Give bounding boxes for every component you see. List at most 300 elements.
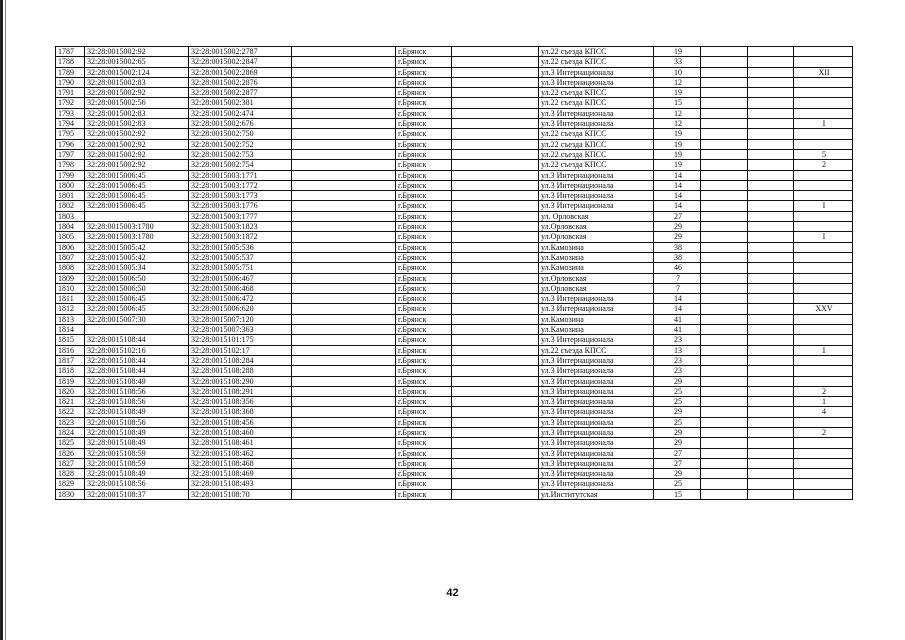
cell-object-cadastral-number: 32:28:0015108:291	[189, 386, 292, 396]
cell-street: ул.3 Интернационала	[539, 304, 654, 314]
cell-land-cadastral-number: 32:28:0015108:44	[85, 366, 189, 376]
cell-row-number: 1830	[56, 489, 85, 499]
cell-blank-col-6	[452, 314, 539, 324]
cell-land-cadastral-number: 32:28:0015108:56	[85, 417, 189, 427]
cell-street: ул.Орловская	[539, 232, 654, 242]
cell-street: ул.3 Интернационала	[539, 386, 654, 396]
cell-blank-col-9	[701, 294, 748, 304]
cell-blank-col-9	[701, 386, 748, 396]
cell-city: г.Брянск	[396, 325, 452, 335]
cell-land-cadastral-number: 32:28:0015003:1780	[85, 222, 189, 232]
table-row	[56, 263, 853, 273]
cell-premises-number	[794, 366, 853, 376]
cell-city: г.Брянск	[396, 458, 452, 468]
cell-city: г.Брянск	[396, 397, 452, 407]
cell-street: ул.22 съезда КПСС	[539, 88, 654, 98]
cell-row-number: 1826	[56, 448, 85, 458]
cell-row-number: 1817	[56, 355, 85, 365]
cell-city: г.Брянск	[396, 108, 452, 118]
cell-land-cadastral-number: 32:28:0015005:34	[85, 263, 189, 273]
cell-blank-col-9	[701, 438, 748, 448]
cell-city: г.Брянск	[396, 180, 452, 190]
cell-blank-col-6	[452, 47, 539, 57]
cell-object-cadastral-number: 32:28:0015003:1772	[189, 180, 292, 190]
cell-blank-col-4	[292, 139, 396, 149]
cell-blank-col-9	[701, 139, 748, 149]
cell-house-number: 23	[654, 335, 701, 345]
cell-house-number: 27	[654, 211, 701, 221]
cell-blank-col-4	[292, 67, 396, 77]
cell-land-cadastral-number	[85, 325, 189, 335]
cell-blank-col-6	[452, 252, 539, 262]
cell-blank-col-10	[748, 283, 794, 293]
cell-land-cadastral-number: 32:28:0015108:59	[85, 448, 189, 458]
cell-house-number: 29	[654, 376, 701, 386]
cell-city: г.Брянск	[396, 57, 452, 67]
cell-blank-col-4	[292, 417, 396, 427]
cell-blank-col-9	[701, 252, 748, 262]
cell-city: г.Брянск	[396, 355, 452, 365]
cell-blank-col-10	[748, 242, 794, 252]
cell-blank-col-9	[701, 366, 748, 376]
cell-city: г.Брянск	[396, 479, 452, 489]
table-row	[56, 77, 853, 87]
cell-blank-col-4	[292, 191, 396, 201]
cell-blank-col-4	[292, 345, 396, 355]
cell-city: г.Брянск	[396, 160, 452, 170]
cell-row-number: 1808	[56, 263, 85, 273]
cell-house-number: 15	[654, 98, 701, 108]
cell-blank-col-6	[452, 77, 539, 87]
cell-blank-col-6	[452, 283, 539, 293]
cell-premises-number	[794, 108, 853, 118]
cell-premises-number	[794, 211, 853, 221]
cell-blank-col-4	[292, 314, 396, 324]
cell-blank-col-9	[701, 108, 748, 118]
cell-object-cadastral-number: 32:28:0015101:175	[189, 335, 292, 345]
cell-blank-col-4	[292, 458, 396, 468]
cell-blank-col-10	[748, 67, 794, 77]
cell-city: г.Брянск	[396, 304, 452, 314]
cell-blank-col-10	[748, 438, 794, 448]
cell-object-cadastral-number: 32:28:0015005:537	[189, 252, 292, 262]
page-left-edge-line	[5, 0, 6, 640]
cell-premises-number	[794, 448, 853, 458]
cell-object-cadastral-number: 32:28:0015108:70	[189, 489, 292, 499]
cell-object-cadastral-number: 32:28:0015108:461	[189, 438, 292, 448]
table-row	[56, 57, 853, 67]
cell-blank-col-10	[748, 304, 794, 314]
cell-house-number: 27	[654, 458, 701, 468]
cell-house-number: 29	[654, 438, 701, 448]
cell-blank-col-9	[701, 67, 748, 77]
cell-premises-number	[794, 376, 853, 386]
table-row	[56, 479, 853, 489]
cell-row-number: 1818	[56, 366, 85, 376]
cell-blank-col-10	[748, 222, 794, 232]
cell-premises-number: XXV	[794, 304, 853, 314]
cell-street: ул.3 Интернационала	[539, 201, 654, 211]
cell-blank-col-10	[748, 355, 794, 365]
cell-land-cadastral-number: 32:28:0015108:56	[85, 386, 189, 396]
table-row	[56, 366, 853, 376]
table-row	[56, 469, 853, 479]
cell-row-number: 1790	[56, 77, 85, 87]
cell-blank-col-10	[748, 273, 794, 283]
cell-premises-number	[794, 469, 853, 479]
cell-premises-number: 4	[794, 407, 853, 417]
cell-premises-number	[794, 283, 853, 293]
cell-street: ул.22 съезда КПСС	[539, 98, 654, 108]
cell-object-cadastral-number: 32:28:0015003:1872	[189, 232, 292, 242]
cell-row-number: 1807	[56, 252, 85, 262]
cell-row-number: 1805	[56, 232, 85, 242]
cell-blank-col-4	[292, 355, 396, 365]
cell-city: г.Брянск	[396, 98, 452, 108]
cell-premises-number	[794, 77, 853, 87]
cell-blank-col-10	[748, 407, 794, 417]
cell-blank-col-6	[452, 149, 539, 159]
cell-premises-number: I	[794, 345, 853, 355]
cell-blank-col-9	[701, 469, 748, 479]
cell-blank-col-10	[748, 469, 794, 479]
cell-street: ул.3 Интернационала	[539, 108, 654, 118]
cell-house-number: 38	[654, 242, 701, 252]
cell-land-cadastral-number: 32:28:0015108:56	[85, 479, 189, 489]
cell-blank-col-4	[292, 283, 396, 293]
cell-house-number: 7	[654, 283, 701, 293]
cell-city: г.Брянск	[396, 252, 452, 262]
table-row	[56, 438, 853, 448]
cell-blank-col-9	[701, 355, 748, 365]
cell-blank-col-4	[292, 376, 396, 386]
cell-city: г.Брянск	[396, 294, 452, 304]
cell-blank-col-9	[701, 345, 748, 355]
cell-house-number: 29	[654, 232, 701, 242]
cell-blank-col-4	[292, 88, 396, 98]
table-row	[56, 427, 853, 437]
cell-blank-col-9	[701, 458, 748, 468]
cell-row-number: 1814	[56, 325, 85, 335]
cell-blank-col-10	[748, 489, 794, 499]
cell-blank-col-6	[452, 438, 539, 448]
cell-blank-col-6	[452, 448, 539, 458]
cell-blank-col-9	[701, 489, 748, 499]
cell-row-number: 1819	[56, 376, 85, 386]
cell-object-cadastral-number: 32:28:0015003:1771	[189, 170, 292, 180]
cell-house-number: 46	[654, 263, 701, 273]
cell-blank-col-10	[748, 314, 794, 324]
cell-object-cadastral-number: 32:28:0015002:2847	[189, 57, 292, 67]
cell-object-cadastral-number: 32:28:0015108:368	[189, 407, 292, 417]
cell-street: ул.3 Интернационала	[539, 119, 654, 129]
cell-row-number: 1806	[56, 242, 85, 252]
cell-blank-col-10	[748, 191, 794, 201]
table-row	[56, 294, 853, 304]
table-row	[56, 489, 853, 499]
cell-street: ул.22 съезда КПСС	[539, 345, 654, 355]
cell-street: ул.Камозина	[539, 314, 654, 324]
cell-blank-col-9	[701, 119, 748, 129]
cell-street: ул.3 Интернационала	[539, 469, 654, 479]
cell-blank-col-9	[701, 129, 748, 139]
cell-street: ул.3 Интернационала	[539, 407, 654, 417]
cell-premises-number	[794, 417, 853, 427]
cell-blank-col-4	[292, 98, 396, 108]
table-row	[56, 458, 853, 468]
cell-premises-number	[794, 180, 853, 190]
table-row	[56, 119, 853, 129]
cell-city: г.Брянск	[396, 47, 452, 57]
table-row	[56, 149, 853, 159]
cell-blank-col-6	[452, 294, 539, 304]
cell-blank-col-6	[452, 139, 539, 149]
cell-blank-col-9	[701, 201, 748, 211]
table-row	[56, 67, 853, 77]
cell-land-cadastral-number: 32:28:0015006:50	[85, 283, 189, 293]
cell-blank-col-10	[748, 77, 794, 87]
cell-land-cadastral-number: 32:28:0015108:44	[85, 355, 189, 365]
cell-blank-col-10	[748, 149, 794, 159]
cell-premises-number	[794, 252, 853, 262]
cell-house-number: 23	[654, 355, 701, 365]
cell-land-cadastral-number: 32:28:0015002:83	[85, 119, 189, 129]
table-row	[56, 201, 853, 211]
cell-blank-col-9	[701, 304, 748, 314]
table-row	[56, 397, 853, 407]
cell-street: ул.3 Интернационала	[539, 77, 654, 87]
cell-premises-number	[794, 314, 853, 324]
cell-blank-col-10	[748, 366, 794, 376]
cell-row-number: 1821	[56, 397, 85, 407]
cell-land-cadastral-number: 32:28:0015006:45	[85, 180, 189, 190]
cell-blank-col-10	[748, 427, 794, 437]
cell-row-number: 1815	[56, 335, 85, 345]
cell-city: г.Брянск	[396, 211, 452, 221]
table-row	[56, 407, 853, 417]
cell-blank-col-9	[701, 222, 748, 232]
table-row	[56, 304, 853, 314]
cell-land-cadastral-number: 32:28:0015002:92	[85, 129, 189, 139]
cell-street: ул.3 Интернационала	[539, 294, 654, 304]
cell-land-cadastral-number: 32:28:0015108:44	[85, 335, 189, 345]
cell-blank-col-6	[452, 489, 539, 499]
cell-house-number: 15	[654, 489, 701, 499]
cell-row-number: 1798	[56, 160, 85, 170]
cell-street: ул.3 Интернационала	[539, 438, 654, 448]
cell-blank-col-6	[452, 191, 539, 201]
table-row	[56, 160, 853, 170]
cell-blank-col-10	[748, 170, 794, 180]
cell-street: ул.3 Интернационала	[539, 397, 654, 407]
cell-blank-col-9	[701, 211, 748, 221]
cell-row-number: 1809	[56, 273, 85, 283]
cell-house-number: 41	[654, 325, 701, 335]
cell-premises-number: 1	[794, 397, 853, 407]
table-row	[56, 139, 853, 149]
cell-land-cadastral-number: 32:28:0015005:42	[85, 242, 189, 252]
table-row	[56, 180, 853, 190]
cell-row-number: 1792	[56, 98, 85, 108]
cell-house-number: 41	[654, 314, 701, 324]
page-number: 42	[446, 587, 459, 599]
cell-city: г.Брянск	[396, 273, 452, 283]
cell-object-cadastral-number: 32:28:0015002:752	[189, 139, 292, 149]
cell-blank-col-6	[452, 335, 539, 345]
cell-blank-col-6	[452, 98, 539, 108]
cell-house-number: 38	[654, 252, 701, 262]
cell-premises-number	[794, 57, 853, 67]
cell-blank-col-9	[701, 407, 748, 417]
cell-house-number: 29	[654, 222, 701, 232]
cell-object-cadastral-number: 32:28:0015002:754	[189, 160, 292, 170]
cell-blank-col-9	[701, 263, 748, 273]
cell-house-number: 29	[654, 407, 701, 417]
cell-blank-col-6	[452, 407, 539, 417]
cell-blank-col-10	[748, 386, 794, 396]
cell-blank-col-10	[748, 160, 794, 170]
cell-blank-col-6	[452, 119, 539, 129]
cell-row-number: 1816	[56, 345, 85, 355]
cell-premises-number	[794, 273, 853, 283]
cell-blank-col-10	[748, 252, 794, 262]
cell-house-number: 29	[654, 469, 701, 479]
cell-blank-col-6	[452, 479, 539, 489]
cell-land-cadastral-number: 32:28:0015002:92	[85, 88, 189, 98]
cell-object-cadastral-number: 32:28:0015002:2876	[189, 77, 292, 87]
cell-house-number: 27	[654, 448, 701, 458]
cell-land-cadastral-number: 32:28:0015006:45	[85, 294, 189, 304]
cell-house-number: 12	[654, 119, 701, 129]
cell-blank-col-9	[701, 335, 748, 345]
cell-land-cadastral-number: 32:28:0015108:49	[85, 469, 189, 479]
table-row	[56, 98, 853, 108]
cell-street: ул.3 Интернационала	[539, 448, 654, 458]
cell-blank-col-10	[748, 129, 794, 139]
table-row	[56, 386, 853, 396]
cell-house-number: 33	[654, 57, 701, 67]
cell-blank-col-9	[701, 448, 748, 458]
table-row	[56, 283, 853, 293]
cell-blank-col-4	[292, 386, 396, 396]
cell-blank-col-6	[452, 397, 539, 407]
table-row	[56, 355, 853, 365]
cell-land-cadastral-number: 32:28:0015002:124	[85, 67, 189, 77]
cell-premises-number	[794, 325, 853, 335]
table-row	[56, 376, 853, 386]
cell-city: г.Брянск	[396, 263, 452, 273]
cell-object-cadastral-number: 32:28:0015002:750	[189, 129, 292, 139]
cell-house-number: 25	[654, 386, 701, 396]
cell-city: г.Брянск	[396, 469, 452, 479]
cell-premises-number: I	[794, 232, 853, 242]
cell-city: г.Брянск	[396, 448, 452, 458]
cell-row-number: 1827	[56, 458, 85, 468]
table-row	[56, 222, 853, 232]
cell-blank-col-6	[452, 304, 539, 314]
cell-blank-col-4	[292, 469, 396, 479]
cell-land-cadastral-number: 32:28:0015108:37	[85, 489, 189, 499]
cell-land-cadastral-number: 32:28:0015003:1780	[85, 232, 189, 242]
cell-blank-col-9	[701, 242, 748, 252]
cell-street: ул.Орловская	[539, 273, 654, 283]
cell-object-cadastral-number: 32:28:0015002:676	[189, 119, 292, 129]
cell-blank-col-6	[452, 345, 539, 355]
cell-blank-col-6	[452, 211, 539, 221]
cell-row-number: 1797	[56, 149, 85, 159]
cell-city: г.Брянск	[396, 149, 452, 159]
cell-city: г.Брянск	[396, 427, 452, 437]
cell-street: ул.22 съезда КПСС	[539, 160, 654, 170]
cell-blank-col-10	[748, 211, 794, 221]
cell-city: г.Брянск	[396, 335, 452, 345]
cell-premises-number: 2	[794, 386, 853, 396]
cell-premises-number: I	[794, 119, 853, 129]
cell-land-cadastral-number: 32:28:0015006:45	[85, 170, 189, 180]
cell-premises-number	[794, 355, 853, 365]
cell-blank-col-4	[292, 129, 396, 139]
table-row	[56, 129, 853, 139]
cell-blank-col-10	[748, 201, 794, 211]
cell-land-cadastral-number: 32:28:0015006:45	[85, 191, 189, 201]
cell-street: ул. Орловская	[539, 211, 654, 221]
cell-blank-col-4	[292, 201, 396, 211]
cell-city: г.Брянск	[396, 314, 452, 324]
cell-blank-col-6	[452, 67, 539, 77]
table-row	[56, 242, 853, 252]
cell-blank-col-10	[748, 263, 794, 273]
cell-premises-number	[794, 222, 853, 232]
cell-row-number: 1795	[56, 129, 85, 139]
cell-city: г.Брянск	[396, 283, 452, 293]
table-row	[56, 211, 853, 221]
cell-land-cadastral-number: 32:28:0015006:50	[85, 273, 189, 283]
cell-blank-col-10	[748, 139, 794, 149]
cell-blank-col-6	[452, 88, 539, 98]
cell-object-cadastral-number: 32:28:0015108:288	[189, 366, 292, 376]
cell-row-number: 1804	[56, 222, 85, 232]
cell-object-cadastral-number: 32:28:0015005:536	[189, 242, 292, 252]
cell-land-cadastral-number	[85, 211, 189, 221]
cell-blank-col-4	[292, 263, 396, 273]
cell-premises-number	[794, 47, 853, 57]
table-row	[56, 345, 853, 355]
cell-blank-col-6	[452, 273, 539, 283]
cell-premises-number	[794, 170, 853, 180]
cell-row-number: 1791	[56, 88, 85, 98]
cell-city: г.Брянск	[396, 119, 452, 129]
cell-land-cadastral-number: 32:28:0015002:92	[85, 160, 189, 170]
cell-object-cadastral-number: 32:28:0015102:17	[189, 345, 292, 355]
cell-blank-col-6	[452, 57, 539, 67]
cell-blank-col-10	[748, 335, 794, 345]
cell-blank-col-6	[452, 427, 539, 437]
cell-premises-number: 5	[794, 149, 853, 159]
cell-house-number: 25	[654, 397, 701, 407]
cell-premises-number: 2	[794, 160, 853, 170]
cell-blank-col-4	[292, 77, 396, 87]
cell-blank-col-4	[292, 448, 396, 458]
cell-premises-number	[794, 294, 853, 304]
table-row	[56, 448, 853, 458]
cell-object-cadastral-number: 32:28:0015108:468	[189, 458, 292, 468]
cell-premises-number: 2	[794, 427, 853, 437]
cell-object-cadastral-number: 32:28:0015006:620	[189, 304, 292, 314]
cell-blank-col-4	[292, 335, 396, 345]
cell-blank-col-4	[292, 232, 396, 242]
cell-blank-col-10	[748, 98, 794, 108]
table-row	[56, 232, 853, 242]
